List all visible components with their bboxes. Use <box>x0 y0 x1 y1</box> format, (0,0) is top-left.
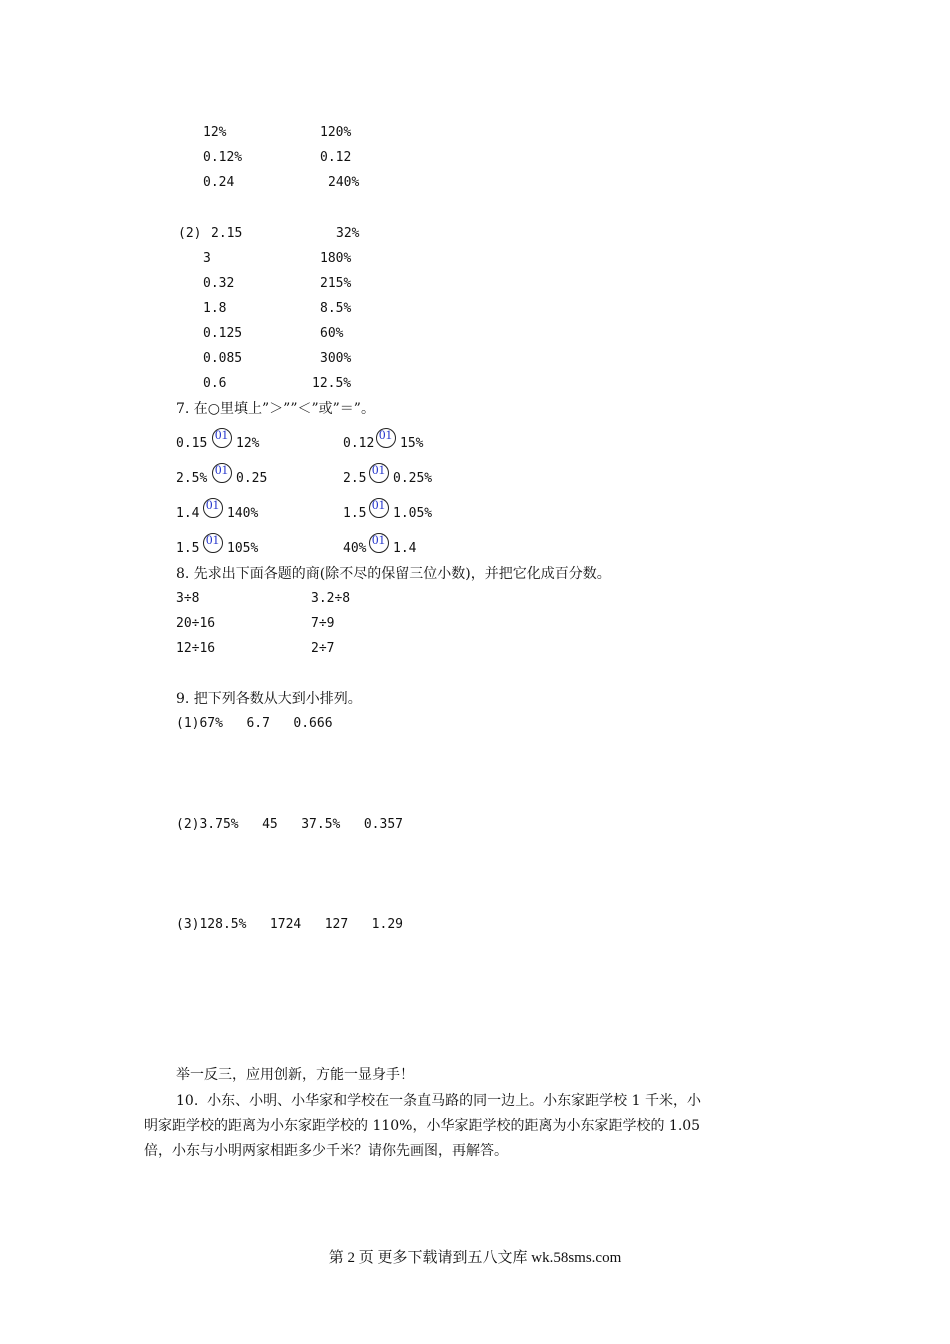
b2-r3-a: 0.32 <box>203 276 235 291</box>
q7-r4-l1: 1.5 <box>176 541 200 556</box>
b1-r3-a: 0.24 <box>203 175 235 190</box>
q8-r1-b: 3.2÷8 <box>311 591 351 606</box>
b1-r1-a: 12% <box>203 125 227 140</box>
q10-line-3: 倍，小东与小明两家相距多少千米？请你先画图，再解答。 <box>144 1143 508 1159</box>
b2-label: (2) <box>178 226 202 241</box>
q7-r2-l2: 2.5 <box>343 471 367 486</box>
q7-r3-r2: 1.05% <box>393 506 433 521</box>
q7-r1-l1: 0.15 <box>176 436 208 451</box>
q7-r4-r1: 105% <box>227 541 259 556</box>
compare-circle[interactable]: 01 <box>369 463 389 483</box>
b1-r2-a: 0.12% <box>203 150 243 165</box>
b2-r3-b: 215% <box>320 276 352 291</box>
q7-r3-r1: 140% <box>227 506 259 521</box>
b2-r6-b: 300% <box>320 351 352 366</box>
compare-circle[interactable]: 01 <box>376 428 396 448</box>
b1-r3-b: 240% <box>328 175 360 190</box>
b2-r1-b: 32% <box>336 226 360 241</box>
b2-r5-a: 0.125 <box>203 326 243 341</box>
b2-r5-b: 60% <box>320 326 344 341</box>
b1-r1-b: 120% <box>320 125 352 140</box>
q7-r3-l1: 1.4 <box>176 506 200 521</box>
b1-r2-b: 0.12 <box>320 150 352 165</box>
q7-r3-l2: 1.5 <box>343 506 367 521</box>
q8-title: 8. 先求出下面各题的商(除不尽的保留三位小数)，并把它化成百分数。 <box>176 566 611 582</box>
q7-r4-r2: 1.4 <box>393 541 417 556</box>
b2-r2-b: 180% <box>320 251 352 266</box>
q7-r1-l2: 0.12 <box>343 436 375 451</box>
q7-r2-r2: 0.25% <box>393 471 433 486</box>
b2-r7-a: 0.6 <box>203 376 227 391</box>
compare-circle[interactable]: 01 <box>369 498 389 518</box>
q7-title: 7. 在○里填上”＞””＜”或”＝”。 <box>176 401 375 417</box>
q7-r2-r1: 0.25 <box>236 471 268 486</box>
b2-r4-b: 8.5% <box>320 301 352 316</box>
compare-circle[interactable]: 01 <box>369 533 389 553</box>
q10-line-2: 明家距学校的距离为小东家距学校的 110%，小华家距学校的距离为小东家距学校的 1.05 <box>144 1118 701 1134</box>
q7-r1-r1: 12% <box>236 436 260 451</box>
q10-heading: 举一反三，应用创新，方能一显身手！ <box>176 1067 414 1083</box>
q7-r2-l1: 2.5% <box>176 471 208 486</box>
b2-r2-a: 3 <box>203 251 211 266</box>
q8-r1-a: 3÷8 <box>176 591 200 606</box>
q8-r2-b: 7÷9 <box>311 616 335 631</box>
compare-circle[interactable]: 01 <box>212 428 232 448</box>
b2-r6-a: 0.085 <box>203 351 243 366</box>
compare-circle[interactable]: 01 <box>203 498 223 518</box>
compare-circle[interactable]: 01 <box>212 463 232 483</box>
q9-item-2: (2)3.75% 45 37.5% 0.357 <box>176 817 403 832</box>
page-footer: 第 2 页 更多下载请到五八文库 wk.58sms.com <box>328 1250 622 1266</box>
b2-r1-a: 2.15 <box>211 226 243 241</box>
q7-r4-l2: 40% <box>343 541 367 556</box>
compare-circle[interactable]: 01 <box>203 533 223 553</box>
q8-r2-a: 20÷16 <box>176 616 216 631</box>
q9-item-1: (1)67% 6.7 0.666 <box>176 716 333 731</box>
b2-r7-b: 12.5% <box>312 376 352 391</box>
b2-r4-a: 1.8 <box>203 301 227 316</box>
q7-r1-r2: 15% <box>400 436 424 451</box>
q9-item-3: (3)128.5% 1724 127 1.29 <box>176 917 403 932</box>
q9-title: 9. 把下列各数从大到小排列。 <box>176 691 362 707</box>
q8-r3-a: 12÷16 <box>176 641 216 656</box>
q10-line-1: 10. 小东、小明、小华家和学校在一条直马路的同一边上。小东家距学校 1 千米，小 <box>176 1093 701 1109</box>
q8-r3-b: 2÷7 <box>311 641 335 656</box>
